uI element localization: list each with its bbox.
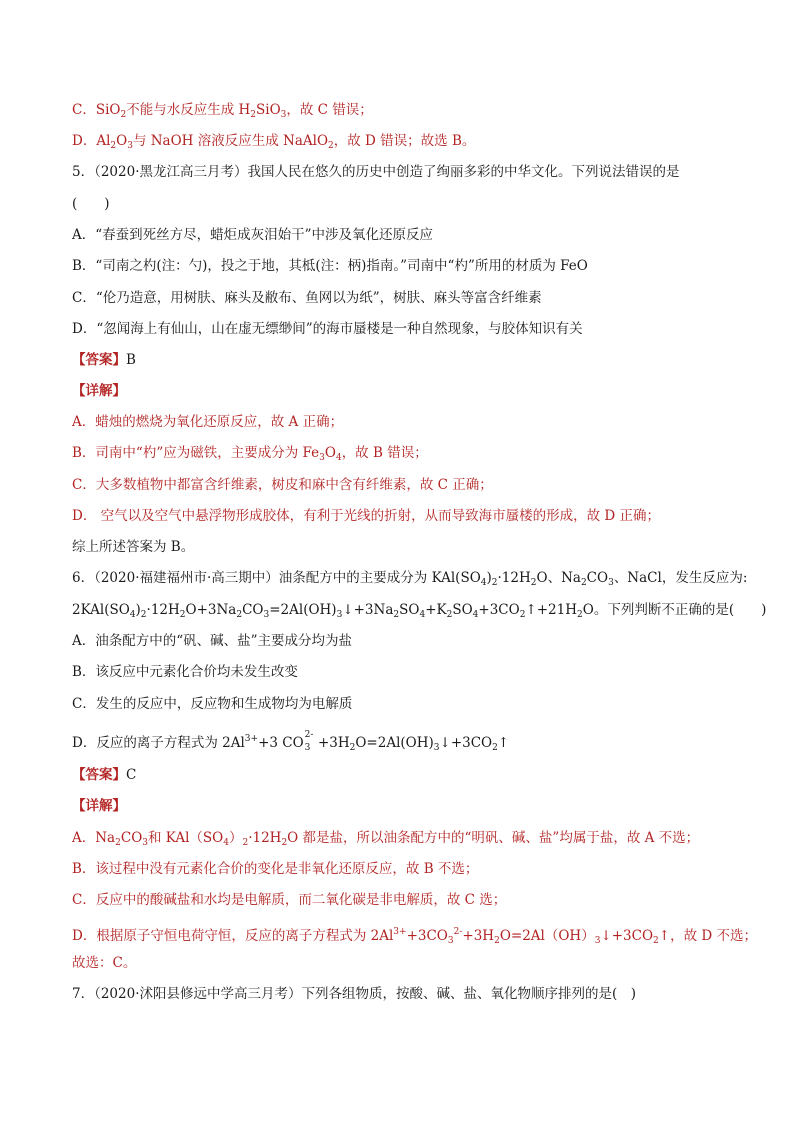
- q5-explain-a: A．蜡烛的燃烧为氧化还原反应，故 A 正确；: [72, 414, 344, 430]
- q6-explain-c: C．反应中的酸碱盐和水均是电解质，而二氧化碳是非电解质，故 C 选；: [72, 892, 507, 908]
- q6-explain-d: D．根据原子守恒电荷守恒，反应的离子方程式为 $2Al^{3+}+3CO_3^{2-}+3H_2O=2Al(OH)_3↓+3CO_2↑$，故 D 不选；: [72, 927, 757, 946]
- q5-explain-d: D． 空气以及空气中悬浮物形成胶体，有利于光线的折射，从而导致海市蜃楼的形成，故 D 正确；: [72, 508, 661, 524]
- question-6-detail-label: 【详解】: [72, 798, 126, 814]
- answer-value: C: [126, 767, 137, 783]
- question-5-option-d: D．“忽闻海上有仙山，山在虚无缥缈间”的海市蜃楼是一种自然现象，与胶体知识有关: [72, 321, 583, 337]
- q6-explain-b: B．该过程中没有元素化合价的变化是非氧化还原反应，故 B 不选；: [72, 861, 479, 877]
- question-5-answer: [72, 350, 136, 370]
- q5-explain-c: C．大多数植物中都富含纤维素，树皮和麻中含有纤维素，故 C 正确；: [72, 477, 493, 493]
- question-6-equation: $2KAl(SO_4)_2\cdot 12H_2O+3Na_2CO_3=2Al(OH)_3↓+3Na_2SO_4+K_2SO_4+3CO_2↑+21H_2O$。下列判断不正确的是( ): [72, 602, 767, 620]
- q6-selection: 故选：C。: [72, 955, 137, 971]
- q5-explain-b: B．司南中“杓”应为磁铁，主要成分为 $Fe_3O_4$，故 B 错误；: [72, 445, 428, 463]
- question-5-option-b: B．“司南之杓(注：勺)，投之于地，其柢(注：柄)指南。”司南中“杓”所用的材质为 FeO: [72, 258, 588, 274]
- explanation-d-line: D．$Al_2O_3$与 NaOH 溶液反应生成 NaAlO$_2$，故 D 错误；故选 B。: [72, 133, 476, 151]
- question-5-detail-label: 【详解】: [72, 383, 126, 399]
- question-6-option-d: D．反应的离子方程式为 $2Al^{3+}+3$ CO 2- 3 $+3H_2O=2Al(OH)_3↓+3CO_2↑$: [72, 730, 510, 753]
- q6-explain-a: A．$Na_2CO_3$和 $KAl(SO_4)_2\cdot 12H_2O$ 都是盐，所以油条配方中的“明矾、碱、盐”均属于盐，故 A 不选；: [72, 830, 700, 848]
- question-6-option-b: B．该反应中元素化合价均未发生改变: [72, 664, 298, 680]
- question-7-stem: 7．（2020·沭阳县修远中学高三月考）下列各组物质，按酸、碱、盐、氧化物顺序排列的是( ): [72, 986, 637, 1002]
- question-5-paren: ( ): [72, 196, 110, 212]
- question-6-answer: [72, 765, 136, 785]
- question-6-option-a: A．油条配方中的“矾、碱、盐”主要成分均为盐: [72, 633, 353, 649]
- answer-label: 【答案】: [72, 767, 126, 783]
- answer-label: 【答案】: [72, 352, 126, 368]
- q5-summary: 综上所述答案为 B。: [72, 539, 195, 555]
- answer-value: B: [126, 352, 136, 368]
- question-6-stem: 6．（2020·福建福州市·高三期中）油条配方中的主要成分为 $KAl(SO_4)_2\cdot 12H_2O$、$Na_2CO_3$、NaCl，发生反应为:: [72, 570, 748, 588]
- explanation-c-line: C．SiO$_2$不能与水反应生成 $H_2SiO_3$，故 C 错误；: [72, 102, 373, 120]
- question-6-option-c: C．发生的反应中，反应物和生成物均为电解质: [72, 696, 353, 712]
- question-5-option-c: C．“伦乃造意，用树肤、麻头及敝布、鱼网以为纸”，树肤、麻头等富含纤维素: [72, 290, 542, 306]
- question-5-option-a: A．“春蚕到死丝方尽，蜡炬成灰泪始干”中涉及氧化还原反应: [72, 227, 434, 243]
- question-5-stem: 5．（2020·黑龙江高三月考）我国人民在悠久的历史中创造了绚丽多彩的中华文化。下列说法错误的是: [72, 164, 680, 180]
